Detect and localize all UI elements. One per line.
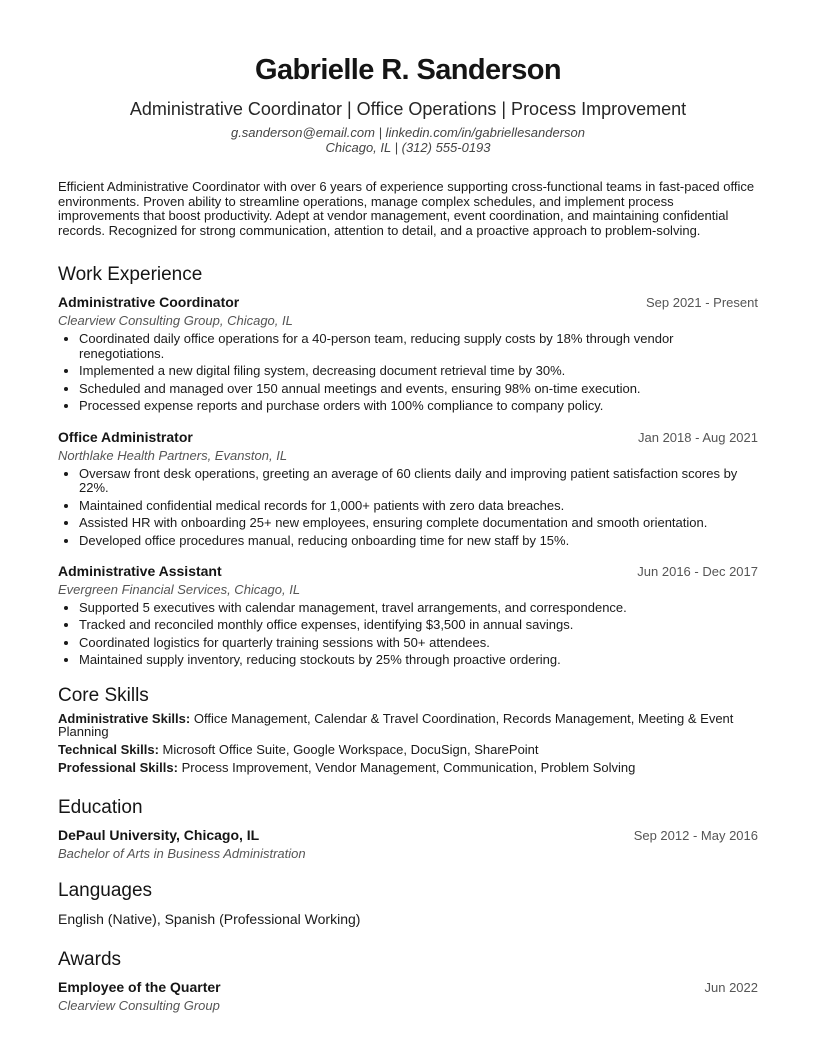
job-header	[58, 429, 758, 446]
award-organization: Clearview Consulting Group	[58, 997, 220, 1013]
awards-section	[58, 949, 758, 1014]
contact-line-email-linkedin: g.sanderson@email.com | linkedin.com/in/gabriellesanderson	[230, 125, 586, 140]
job-bullets	[58, 467, 758, 548]
job-bullet: • Coordinated daily office operations for a 40-person team, reducing supply costs by 18% through vendor renegotiations.	[79, 332, 758, 361]
job-bullet: • Coordinated logistics for quarterly training sessions with 50+ attendees.	[79, 636, 758, 651]
skill-group-administrative	[58, 712, 758, 739]
core-skills-section	[58, 685, 758, 775]
job-dates: Sep 2021 - Present	[645, 295, 758, 311]
job-header	[58, 294, 758, 311]
job-bullet: • Maintained supply inventory, reducing stockouts by 25% through proactive ordering.	[79, 653, 758, 668]
job-bullet: • Oversaw front desk operations, greeting an average of 60 clients daily and improving patient satisfaction scores by 22%.	[79, 467, 758, 496]
section-title-skills: Core Skills	[58, 684, 149, 706]
award-entry	[58, 979, 758, 1014]
skill-group-professional	[58, 761, 758, 775]
job-bullet: • Processed expense reports and purchase orders with 100% compliance to company policy.	[79, 399, 758, 414]
job-title: Office Administrator	[58, 428, 193, 445]
candidate-name: Gabrielle R. Sanderson	[255, 54, 561, 86]
section-title-education: Education	[58, 796, 143, 818]
job-entry	[58, 429, 758, 548]
job-bullet: • Scheduled and managed over 150 annual meetings and events, ensuring 98% on-time execution.	[79, 382, 758, 397]
skill-group-label: Administrative Skills:	[58, 710, 191, 726]
headline: Administrative Coordinator | Office Operations | Process Improvement	[129, 99, 687, 119]
section-title-awards: Awards	[58, 948, 122, 970]
job-bullet: • Implemented a new digital filing system, decreasing document retrieval time by 30%.	[79, 364, 758, 379]
skill-group-label: Professional Skills:	[58, 760, 178, 776]
job-entry	[58, 294, 758, 413]
award-date: Jun 2022	[704, 979, 758, 995]
job-entry	[58, 563, 758, 668]
skill-group-items: Office Management, Calendar & Travel Coordination, Records Management, Meeting & Event Planning	[58, 710, 734, 740]
job-company: Northlake Health Partners, Evanston, IL	[58, 447, 288, 463]
section-title-languages: Languages	[58, 879, 153, 901]
degree: Bachelor of Arts in Business Administration	[58, 845, 306, 861]
skills-list	[58, 712, 758, 775]
job-bullet: • Supported 5 executives with calendar management, travel arrangements, and correspondence.	[79, 601, 758, 616]
job-company: Clearview Consulting Group, Chicago, IL	[58, 313, 293, 329]
languages-list: English (Native), Spanish (Professional Working)	[58, 910, 361, 927]
job-bullet: • Maintained confidential medical records for 1,000+ patients with zero data breaches.	[79, 499, 758, 514]
contact-info	[58, 125, 758, 155]
award-header	[58, 979, 758, 996]
award-name: Employee of the Quarter	[58, 978, 221, 995]
job-company: Evergreen Financial Services, Chicago, IL	[58, 582, 301, 598]
skill-group-items: Microsoft Office Suite, Google Workspace, DocuSign, SharePoint	[162, 742, 539, 758]
job-title: Administrative Coordinator	[58, 294, 240, 311]
education-dates: Sep 2012 - May 2016	[633, 827, 758, 843]
job-dates: Jun 2016 - Dec 2017	[637, 564, 758, 580]
skill-group-items: Process Improvement, Vendor Management, Communication, Problem Solving	[181, 760, 636, 776]
job-header	[58, 563, 758, 580]
job-bullet: • Tracked and reconciled monthly office expenses, identifying $3,500 in annual savings.	[79, 618, 758, 633]
section-title-work: Work Experience	[58, 264, 203, 286]
contact-line-location-phone: Chicago, IL | (312) 555-0193	[325, 140, 491, 155]
job-title: Administrative Assistant	[58, 563, 222, 580]
job-bullets	[58, 601, 758, 668]
job-bullets	[58, 332, 758, 413]
education-entry	[58, 827, 758, 862]
languages-section	[58, 880, 758, 928]
job-bullet: • Assisted HR with onboarding 25+ new employees, ensuring complete documentation and smooth orientation.	[79, 516, 758, 531]
job-dates: Jan 2018 - Aug 2021	[638, 429, 758, 445]
education-section	[58, 797, 758, 862]
professional-summary: Efficient Administrative Coordinator with over 6 years of experience supporting cross-functional teams in fast-paced office environments. Proven ability to streamline operations, manage complex schedules, and implement process improvements that boost productivity. Adept at vendor management, event coordination, and maintaining confidential records. Recognized for strong communication, attention to detail, and a proactive approach to problem-solving.	[58, 179, 755, 238]
job-bullet: • Developed office procedures manual, reducing onboarding time for new staff by 15%.	[79, 534, 758, 549]
skill-group-label: Technical Skills:	[58, 742, 159, 758]
school-name: DePaul University, Chicago, IL	[58, 826, 260, 843]
work-experience-section	[58, 264, 758, 667]
skill-group-technical	[58, 743, 758, 757]
education-header	[58, 827, 758, 844]
